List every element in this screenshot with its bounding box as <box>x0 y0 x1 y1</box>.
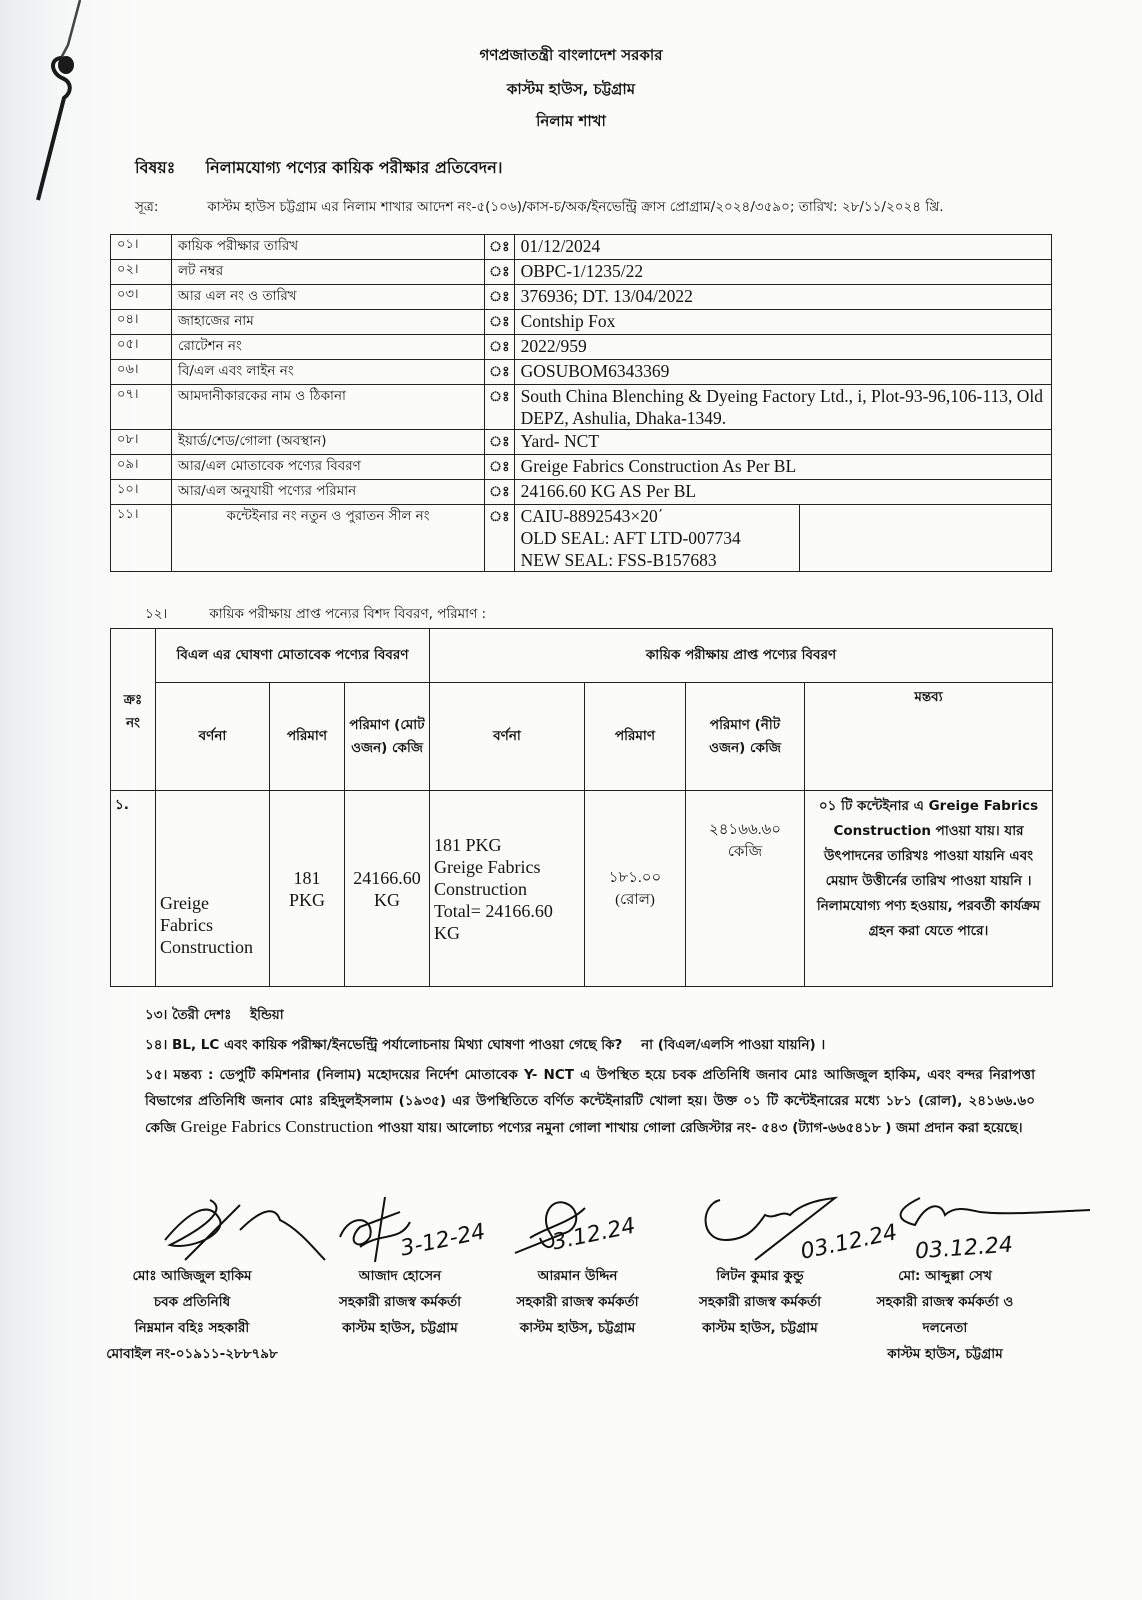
info-row-label: আর/এল অনুযায়ী পণ্যের পরিমান <box>172 480 485 505</box>
remarks-goods-name: Greige Fabrics Construction <box>180 1117 374 1136</box>
header-government: গণপ্রজাতন্ত্রী বাংলাদেশ সরকার <box>479 46 663 64</box>
info-row-number: ০৪। <box>111 310 172 335</box>
container-seal-line: OLD SEAL: AFT LTD-007734 <box>520 528 741 548</box>
info-row-value: Contship Fox <box>514 310 1051 335</box>
signatory-block <box>82 1263 302 1367</box>
info-row <box>111 285 1052 310</box>
container-seal-details <box>515 505 800 571</box>
row-ex-desc <box>430 791 585 987</box>
info-row-label: রোটেশন নং <box>172 335 485 360</box>
info-row-label: জাহাজের নাম <box>172 310 485 335</box>
remarks-text-part2: পাওয়া যায়। আলোচ্য পণ্যের নমুনা গোলা শাখায় গোলা রেজিস্টার নং- ৫৪৩ (ট্যাগ-৬৬৫৪১৮ ) জমা প্রদান করা হয়েছে। <box>377 1120 1023 1136</box>
signatory-office: কাস্টম হাউস, চট্টগ্রাম <box>702 1320 818 1336</box>
header-section: নিলাম শাখা <box>536 112 606 130</box>
info-row-value <box>514 505 1051 572</box>
info-row-number: ১০। <box>111 480 172 505</box>
info-row-label: বি/এল এবং লাইন নং <box>172 360 485 385</box>
goods-examination-table <box>110 628 1053 987</box>
signature-3-date: 3.12.24 <box>550 1213 638 1256</box>
info-row <box>111 360 1052 385</box>
line-14-false-declaration <box>145 1034 825 1057</box>
remarks-text-part1: ১৫। মন্তব্য : ডেপুটি কমিশনার (নিলাম) মহোদয়ের নির্দেশ মোতাবেক Y- NCT এ উপস্থিত হয়ে চবক প্রতিনিধি জনাব মোঃ আজিজুল হাকিম, এবং বন্দর নিরাপত্তা বিভাগের প্রতিনিধি জনাব মোঃ রহিদুলইসলাম (১৯৩৫) এর উপস্থিতিতে বর্ণিত কন্টেইনারটি খোলা হয়। উক্ত ০১ টি কন্টেইনারের মধ্যে ১৮১ (রোল), ২৪১৬৬.৬০ কেজি <box>145 1067 1035 1136</box>
info-row <box>111 480 1052 505</box>
signatory-title: সহকারী রাজস্ব কর্মকর্তা ও <box>876 1294 1014 1310</box>
info-row <box>111 385 1052 430</box>
reference-line <box>135 196 944 219</box>
info-row-label: আমদানীকারকের নাম ও ঠিকানা <box>172 385 485 430</box>
signatory-name: আজাদ হোসেন <box>358 1268 442 1284</box>
signatory-block <box>320 1263 480 1341</box>
info-row <box>111 335 1052 360</box>
info-row-number: ০৩। <box>111 285 172 310</box>
row-ex-desc-line: Total= 24166.60 KG <box>434 900 553 943</box>
info-row-separator: ঃ <box>485 285 515 310</box>
empty-cell <box>800 505 1051 571</box>
info-row-number: ০৮। <box>111 430 172 455</box>
info-row-number: ০৯। <box>111 455 172 480</box>
info-row-number: ০৭। <box>111 385 172 430</box>
info-row-value: OBPC-1/1235/22 <box>514 260 1051 285</box>
info-row-separator: ঃ <box>485 310 515 335</box>
row-bl-weight: 24166.60 KG <box>345 791 430 987</box>
col-bl-weight-header: পরিমাণ (মোট ওজন) কেজি <box>345 683 430 791</box>
info-row-value: 2022/959 <box>514 335 1051 360</box>
info-row-label: আর এল নং ও তারিখ <box>172 285 485 310</box>
subject-label: বিষয়ঃ <box>135 158 176 177</box>
false-declaration-answer: না (বিএল/এলসি পাওয়া যায়নি) । <box>641 1037 826 1053</box>
row-bl-qty: 181 PKG <box>270 791 345 987</box>
lot-info-table <box>110 234 1052 572</box>
info-row <box>111 235 1052 260</box>
signatory-role: দলনেতা <box>922 1320 968 1336</box>
signatory-title: সহকারী রাজস্ব কর্মকর্তা <box>698 1294 822 1310</box>
signatory-block <box>680 1263 840 1341</box>
row-ex-desc-line: 181 PKG <box>434 834 502 855</box>
reference-text: কাস্টম হাউস চট্টগ্রাম এর নিলাম শাখার আদেশ নং-৫(১০৬)/কাস-চ/অক/ইনভেন্ট্রি ক্রাস প্রোগ্রাম/২০২৪/৩৫৯০; তারিখ: ২৮/১১/২০২৪ খ্রি. <box>207 199 944 215</box>
row-ex-net: ২৪১৬৬.৬০ কেজি <box>686 791 805 987</box>
col-ex-desc-header: বর্ণনা <box>430 683 585 791</box>
signatory-office: কাস্টম হাউস, চট্টগ্রাম <box>887 1346 1003 1362</box>
signatory-block <box>850 1263 1040 1367</box>
table-row <box>111 791 1053 987</box>
info-row-value: Greige Fabrics Construction As Per BL <box>514 455 1051 480</box>
info-row-value: 24166.60 KG AS Per BL <box>514 480 1051 505</box>
signatory-office: কাস্টম হাউস, চট্টগ্রাম <box>519 1320 636 1336</box>
col-serial-header: ক্রঃ নং <box>111 629 156 791</box>
row-ex-qty: ১৮১.০০ (রোল) <box>585 791 686 987</box>
info-row-separator: ঃ <box>485 430 515 455</box>
info-row-value: Yard- NCT <box>514 430 1051 455</box>
info-row-number: ০১। <box>111 235 172 260</box>
container-seal-line: NEW SEAL: FSS-B157683 <box>520 550 717 570</box>
signature-4-date: 03.12.24 <box>798 1220 900 1265</box>
row-ex-desc-line: Greige Fabrics Construction <box>434 856 541 899</box>
info-row-value: South China Blenching & Dyeing Factory Ltd., i, Plot-93-96,106-113, Old DEPZ, Ashulia, Dhaka-1349. <box>514 385 1051 430</box>
info-row-separator: ঃ <box>485 235 515 260</box>
info-row-separator: ঃ <box>485 505 515 572</box>
info-row-label: কন্টেইনার নং নতুন ও পুরাতন সীল নং <box>172 505 485 572</box>
signatory-phone: মোবাইল নং-০১৯১১-২৮৮৭৯৮ <box>106 1346 278 1362</box>
signature-5 <box>885 1190 1095 1240</box>
info-row-separator: ঃ <box>485 335 515 360</box>
info-row <box>111 505 1052 572</box>
row-serial: ১. <box>111 791 156 987</box>
signatory-name: মো: আব্দুল্লা সেখ <box>898 1268 992 1284</box>
col-ex-net-header: পরিমাণ (নীট ওজন) কেজি <box>686 683 805 791</box>
false-declaration-question: ১৪। BL, LC এবং কায়িক পরীক্ষা/ইনভেন্ট্রি পর্যালোচনায় মিথ্যা ঘোষণা পাওয়া গেছে কি? <box>145 1037 623 1053</box>
info-row <box>111 455 1052 480</box>
col-bl-desc-header: বর্ণনা <box>156 683 270 791</box>
signatory-name: মোঃ আজিজুল হাকিম <box>132 1268 252 1284</box>
group-exam-header: কায়িক পরীক্ষায় প্রাপ্ত পণ্যের বিবরণ <box>430 629 1053 683</box>
section-12-number: ১২। <box>145 606 168 622</box>
info-row-separator: ঃ <box>485 455 515 480</box>
col-remarks-header: মন্তব্য <box>805 683 1053 791</box>
row-remarks: ০১ টি কন্টেইনার এ Greige Fabrics Construction পাওয়া যায়। যার উৎপাদনের তারিখঃ পাওয়া যায়নি এবং মেয়াদ উত্তীর্নের তারিখ পাওয়া যায়নি । নিলামযোগ্য পণ্য হওয়ায়, পরবর্তী কার্যক্রম গ্রহন করা যেতে পারে। <box>805 791 1053 987</box>
section-12-title: কায়িক পরীক্ষায় প্রাপ্ত পন্যের বিশদ বিবরণ, পরিমাণ : <box>209 606 487 622</box>
info-row-number: ০৫। <box>111 335 172 360</box>
line-13-origin <box>145 1004 284 1027</box>
signatory-office: কাস্টম হাউস, চট্টগ্রাম <box>342 1320 458 1336</box>
info-row <box>111 430 1052 455</box>
signatory-title: চবক প্রতিনিধি <box>153 1294 231 1310</box>
reference-label: সূত্র: <box>135 199 159 215</box>
info-row-separator: ঃ <box>485 385 515 430</box>
origin-label: ১৩। তৈরী দেশঃ <box>145 1007 232 1023</box>
group-bl-header: বিএল এর ঘোষণা মোতাবেক পণ্যের বিবরণ <box>156 629 430 683</box>
info-row-separator: ঃ <box>485 360 515 385</box>
container-seal-line: CAIU-8892543×20΄ <box>520 506 664 526</box>
paper-clip-shadow <box>20 0 90 210</box>
signatory-name: লিটন কুমার কুন্ডু <box>716 1268 804 1284</box>
subject-line <box>135 155 502 182</box>
info-row-label: কায়িক পরীক্ষার তারিখ <box>172 235 485 260</box>
info-row-number: ১১। <box>111 505 172 572</box>
info-row <box>111 310 1052 335</box>
info-row-number: ০৬। <box>111 360 172 385</box>
subject-text: নিলামযোগ্য পণ্যের কায়িক পরীক্ষার প্রতিবেদন। <box>205 158 503 177</box>
info-row-separator: ঃ <box>485 480 515 505</box>
remarks-paragraph <box>145 1062 1035 1141</box>
info-row-separator: ঃ <box>485 260 515 285</box>
col-ex-qty-header: পরিমাণ <box>585 683 686 791</box>
info-row <box>111 260 1052 285</box>
signatory-title: সহকারী রাজস্ব কর্মকর্তা <box>516 1294 639 1310</box>
signatory-block <box>500 1263 655 1341</box>
col-bl-qty-header: পরিমাণ <box>270 683 345 791</box>
origin-value: ইন্ডিয়া <box>250 1007 284 1023</box>
header-office: কাস্টম হাউস, চট্টগ্রাম <box>506 80 636 98</box>
signatory-name: আরমান উদ্দিন <box>537 1268 618 1284</box>
info-row-label: আর/এল মোতাবেক পণ্যের বিবরণ <box>172 455 485 480</box>
signatory-title: নিম্নমান বহিঃ সহকারী <box>134 1320 250 1336</box>
info-row-value: 01/12/2024 <box>514 235 1051 260</box>
info-row-label: লট নম্বর <box>172 260 485 285</box>
info-row-value: 376936; DT. 13/04/2022 <box>514 285 1051 310</box>
signature-5-date: 03.12.24 <box>914 1232 1014 1265</box>
section-12-heading <box>145 603 486 626</box>
info-row-value: GOSUBOM6343369 <box>514 360 1051 385</box>
signature-1 <box>150 1190 330 1270</box>
info-row-number: ০২। <box>111 260 172 285</box>
row-bl-desc: Greige Fabrics Construction <box>156 791 270 987</box>
signature-2-date: 3-12-24 <box>398 1219 488 1262</box>
signatory-title: সহকারী রাজস্ব কর্মকর্তা <box>338 1294 462 1310</box>
info-row-label: ইয়ার্ড/শেড/গোলা (অবস্থান) <box>172 430 485 455</box>
